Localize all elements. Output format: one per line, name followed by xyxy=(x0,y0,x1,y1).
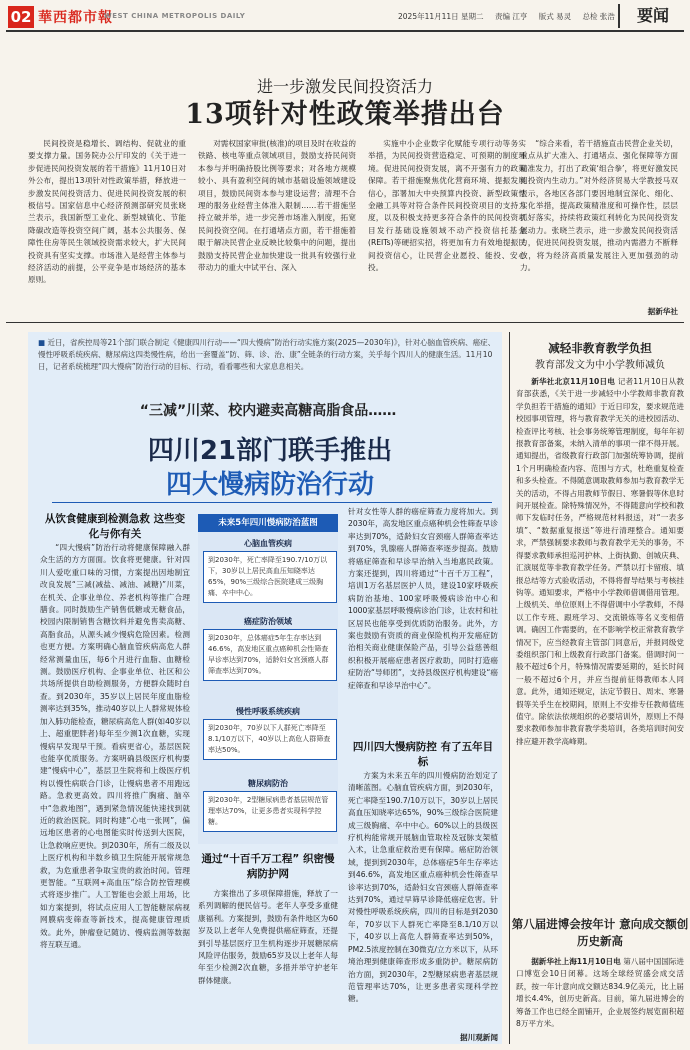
blueprint-title: 未来5年四川慢病防治蓝图 xyxy=(198,514,338,532)
designer-credit: 版式 易灵 xyxy=(538,12,572,21)
article-paragraph xyxy=(516,376,684,748)
top-story-headline: 13项针对性政策举措出台 xyxy=(185,99,505,130)
blueprint-item-3-name: 慢性呼吸系统疾病 xyxy=(236,707,300,716)
dateline: 新华社北京11月10日电 xyxy=(531,377,616,386)
page-number: 02 xyxy=(8,6,34,28)
blueprint-item-2-name: 癌症防治领域 xyxy=(244,617,292,626)
top-story-source: 据新华社 xyxy=(647,307,678,316)
feature-headline-line-2: 四大慢病防治行动 xyxy=(165,470,374,500)
top-story-kicker: 进一步激发民间投资活力 xyxy=(256,77,433,96)
blueprint-item-2-text: 到2030年，总体癌症5年生存率达到46.6%，高发地区重点癌种机会性筛查早诊率达到70%，适龄妇女宫颈癌人群筛查率达到70%。 xyxy=(203,629,337,681)
section-label: 要闻 xyxy=(618,4,686,28)
right-story-1-body xyxy=(516,376,684,901)
section-2-body xyxy=(198,888,338,1044)
section-divider xyxy=(6,322,684,323)
section-3-body xyxy=(348,770,498,1034)
section-1-title: 从饮食健康到检测急救 这些变化与你有关 xyxy=(44,513,186,540)
article-text: 记者11月10日从教育部获悉，《关于进一步减轻中小学教师非教育教学负担若干措施的通知》于近日印发，要求规范进校园事项管理，将与教育教学无关的进校园活动、检查评比考核、社会事务统筹管理制度，每年年初报教育部备案，未纳入清单的事项一律不得开展。通知提出，省级教育行政部门加强统筹协调，提前1个月明确检查内容、范围与方式，杜绝重复检查和多头检查。不得随意调取教师参加与教育教学无关的活动，不得占用教师节假日、寒暑假等休息时间开展检查。除特殊情况外，不得随意向学校和教师下发临时任务，严格规范材料报送，对“一表多填”、“数据重复报送”等进行清理整合。通知要求，严禁强制要求教师与教育教学无关的事务，不得要求教师承担巡河护林、上街执勤、创城庆典、汇演展览等非教育教学任务。严禁以打卡留痕、填报总结等方式验收活动，不得将督导结果与考核挂钩等。通知要求，严格中小学教师借调借用管理。上级机关、单位原则上不得借调中小学教师，不得以工作专班、跟班学习、交流锻炼等名义变相借调。确因工作需要的，在不影响学校正常教育教学情况下，应当经教育主管部门同意后，并报同级党委组织部门和上级教育行政部门备案。借调时间一般不超过6个月，特殊情况需要延期的，延长时间一般不超过6个月，并应当提前征得教师本人同意。此外，通知还规定，法定节假日、周末、寒暑假等关乎生在校期间，原则上不安排专任教师值班值守。除依法依规组织的必要培训外，原则上不得要求教师参加非教育教学类培训，各类培训时间安排应避开教学高峰期。 xyxy=(516,377,684,746)
masthead-divider xyxy=(6,30,684,32)
section-1-body xyxy=(40,542,190,1042)
masthead-meta xyxy=(398,11,624,22)
blueprint-item-4-name: 糖尿病防治 xyxy=(248,779,288,788)
newspaper-name-en: WEST CHINA METROPOLIS DAILY xyxy=(104,12,246,20)
article-paragraph: 民间投资是稳增长、调结构、促就业的重要支撑力量。国务院办公厅印发的《关于进一步促进民间投资发展的若干措施》11月10日对外公布，提出13项针对性政策举措，释放进一步激发民间投资活力、促进民间投资发展的积极信号。国家信息中心经济预测部研究员张晓兰表示，我国新型工业化、新型城镇化、节能降碳改造等投资空间广阔，基本公共服务、保障性住房等民生领域投资需求较大，扩大民间投资具有坚实支撑。市场准入是经营主体参与经济活动的前提，公平竞争是市场经济的基本原则。 xyxy=(28,139,186,285)
proofreader-credit: 总检 张浩 xyxy=(582,12,615,21)
article-paragraph xyxy=(516,956,684,1030)
feature-divider xyxy=(52,502,492,503)
top-story-column-4 xyxy=(520,138,678,308)
top-story-column-1 xyxy=(28,138,186,316)
article-paragraph: 对需权国家审批(核准)的项目及时在收益的铁路、核电等重点领域项目，鼓励支持民间资本参与并明确持股比例等要求；对各地方规模较小、具有盈利空间的城市基础设施领域建设项目，鼓励民间资本参与建设运营；清理不合理的服务业经营主体准入限制……若干措施坚持立破并举，进一步完善市场准入制度，拓宽民间投资空间。在打通堵点方面，若干措施着眼于解决民营企业反映比较集中的问题，提出鼓励支持民营企业加快建设一批具有较强行业带动力的重大中试平台、深入 xyxy=(198,139,356,273)
article-paragraph: 方案为未来五年的四川慢病防治划定了清晰蓝图。心脑血管疾病方面，到2030年，死亡率降至190.7/10万以下，30岁以上居民高血压知晓率达65%，90%三级综合医院建成三级胸痛、卒中中心。60%以上的县级医疗机构能常规开展脑血管取栓及冠脉支架植入术，让急重症救治更有保障。癌症防治领域，提到到2030年，总体癌症5年生存率达到46.6%，高发地区重点癌种机会性筛查早诊率达到70%，适龄妇女宫颈癌人群筛查率达到70%，通过早筛早诊降低癌症危害。针对慢性呼吸系统疾病，四川的目标是到2030年，70岁以下人群死亡率降至8.1/10万以下，40岁以上高危人群筛查率达到50%，PM2.5浓度控制在30微克/立方米以下，从环境治理到健康筛查形成多重防护。糖尿病防治方面，到2030年，2型糖尿病患者基层规范管理率达70%，让更多患者实现科学控糖。 xyxy=(348,771,498,1004)
editor-credit: 责编 江亨 xyxy=(494,12,528,21)
article-text: 第八届中国国际进口博览会10日闭幕。这场全球经贸盛会成交活跃，按一年计意向成交额达834.9亿美元，比上届增长4.4%，创历史新高。目前，第九届进博会的筹备工作也已经全面铺开，企业展签约展览面积超8万平方米。 xyxy=(516,957,684,1029)
feature-headline-line-1: 四川21部门联手推出 xyxy=(147,436,393,466)
right-story-1-title: 减轻非教育教学负担 xyxy=(548,341,652,355)
blueprint-item-3-text: 到2030年，70岁以下人群死亡率降至8.1/10万以下，40岁以上高危人群筛查率达50%。 xyxy=(203,719,337,760)
right-story-2-title: 第八届进博会按年计 意向成交额创历史新高 xyxy=(511,917,689,948)
top-story-column-3 xyxy=(368,138,526,316)
right-story-2-body xyxy=(516,956,684,1040)
blueprint-item-1-name: 心脑血管疾病 xyxy=(244,539,292,548)
section-2-continued xyxy=(348,506,498,736)
blueprint-item-4-text: 到2030年，2型糖尿病患者基层规范管理率达70%，让更多患者实现科学控糖。 xyxy=(203,791,337,832)
section-2-title: 通过“十百千万工程” 织密慢病防护网 xyxy=(201,853,335,880)
feature-intro: ■ 近日，省疾控局等21个部门联合制定《健康四川行动——“四大慢病”防治行动实施方案(2025—2030年)》，针对心脑血管疾病、癌症、慢性呼吸系统疾病、糖尿病这四类慢性病，给出一套覆盖“防、筛、诊、治、康”全链条的行动方案，关乎每个四川人的健康生活。11月10日，记者系统梳理“四大慢病”防治行动的目标、行动，看看哪些和大家息息相关。 xyxy=(38,337,498,419)
article-paragraph: “四大慢病”防治行动将健康保障融入群众生活的方方面面。饮食将更健康。针对四川人爱吃重口味的习惯，方案提出因地制宜改良发展“三减(减盐、减油、减糖)”川菜，在机关、企事业单位、养老机构等推广合理膳食。同时鼓励生产销售低糖或无糖食品，校园内限制销售含糖饮料并避免售卖高糖、高脂食品，从源头减少慢病危险因素。检测也更方便。方案明确心脑血管疾病高危人群经常测量血压，每6个月进行血脂、血糖检测。鼓励医疗机构、企事业单位、社区和公共场所提供自助检测服务，方便群众随时自查。到2030年，35岁以上居民年度血脂检测率达到35%，推动40岁以上人群常规体检加入肺功能检查，糖尿病高危人群(如40岁以上、超重肥胖者)每年至少测1次血糖，实现慢病早发现早干预。看病更省心，基层医院也能享优质服务。方案明确县级医疗机构要建“慢病中心”，基层卫生院将和上级医疗机构以慢性病联合门诊，让慢病患者不用跑远路。急救更高效。四川将推广胸痛、脑卒中“急救地图”，遇到紧急情况能快速找到就近的救治医院。同时构建“心电一张网”，偏远地区患者的心电图能实时传送到大医院，让急救响应更快。到2030年，所有二级及以上医疗机构和半数乡镇卫生院能开展常规急救，为危重患者争取宝贵的救治时间。管理更智能。“互联网+高血压”综合防控管理模式将逐步推广。人工智能也会派上用场，比如方案提到，将试点应用人工智能糖尿病视网膜病变筛查等新技术，提高健康管理质效。此外，肿瘤登记随访、慢病监测等数据将互联互通。 xyxy=(40,543,190,949)
article-paragraph: 方案推出了多项保障措施，释放了一系列调解的便民信号。老年人享受多重健康福利。方案提到，鼓励有条件地区为60岁及以上老年人免费提供癌症筛查，还提到引导基层医疗卫生机构逐步开展糖尿病风险评估服务，鼓励65岁及以上老年人每年至少检测2次血糖，多措并举守护老年群体健康。 xyxy=(198,889,338,985)
newspaper-logo: 華西都市報 xyxy=(38,10,113,26)
feature-source: 据川观新闻 xyxy=(460,1033,498,1042)
feature-sub-kicker: “三减”川菜、校内避卖高糖高脂食品…… xyxy=(139,403,397,419)
article-paragraph: “综合来看，若干措施直击民营企业关切，重点从扩大准入、打通堵点、强化保障等方面精准发力，打出了政策‘组合拳’，将更好激发民间投资内生动力。”对外经济贸易大学教授马双表示，各地区各部门要因地制宜深化、细化、实化举措，提高政策精准度和可操作性，层层抓好落实，持续将政策红利转化为民间投资发展动力。张晓兰表示，进一步激发民间投资活力，促进民间投资发展，推动内需潜力不断释放，将为经济高质量发展注入更加强劲的动力。 xyxy=(520,139,678,273)
article-paragraph: 实施中小企业数字化赋能专项行动等务实举措，为民间投资营造稳定、可预期的制度环境。促进民间投资发展，离不开强有力的政策保障。若干措施聚焦优化营商环境、提振发展信心，部署加大中央预算内投资、新型政策性金融工具等对符合条件民间投资项目的支持力度，以及积极支持更多符合条件的民间投资项目发行基础设施领域不动产投资信托基金(REITs)等硬招实招，将更加有力有效地提振民间投资信心，让民营企业愿投、能投、安心投。 xyxy=(368,139,526,273)
top-story-column-2 xyxy=(198,138,356,316)
issue-date: 2025年11月11日 星期二 xyxy=(398,12,484,21)
right-story-1-subtitle: 教育部发文为中小学教师减负 xyxy=(535,360,665,371)
article-paragraph: 针对女性等人群的癌症筛查力度将加大。到2030年，高发地区重点癌种机会性筛查早诊率达到70%，适龄妇女宫颈癌人群筛查率达到70%，乳腺癌人群筛查率逐步提高。鼓励将癌症筛查和早诊早治纳入当地惠民政策。方案还提到，四川将通过“十百千万工程”，培训1万名基层医护人员，建设10家呼吸疾病防治基地、100家呼吸慢病诊治中心和1000家基层呼吸慢病诊治门诊，让农村和社区居民也能享受到优质防治服务。此外，方案也鼓励有资质的商业保险机构开发癌症防治相关商业健康保险产品，引导公益慈善组织积极开展癌症患者医疗救助，同时打造癌症防治“导师团”，支持县级医疗机构建设“癌症筛查和早诊早治中心”。 xyxy=(348,507,498,690)
section-3-title: 四川四大慢病防控 有了五年目标 xyxy=(352,741,494,768)
blueprint-item-1-text: 到2030年，死亡率降至190.7/10万以下，30岁以上居民高血压知晓率达65%，90%三级综合医院建成三级胸痛、卒中中心。 xyxy=(203,551,337,603)
dateline: 据新华社上海11月10日电 xyxy=(531,957,621,966)
